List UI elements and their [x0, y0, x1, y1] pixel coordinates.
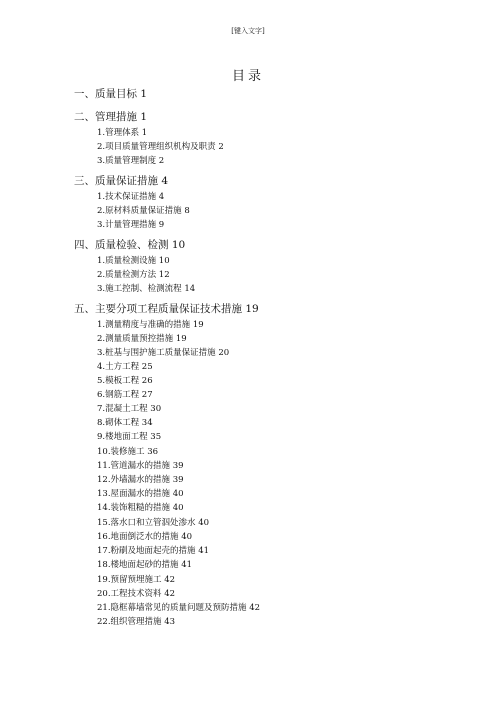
toc-entry[interactable]: 14.装饰粗糙的措施 40 [97, 503, 184, 513]
toc-entry[interactable]: 1.测量精度与准确的措施 19 [97, 320, 204, 330]
toc-entry[interactable]: 11.管道漏水的措施 39 [97, 461, 184, 471]
toc-entry[interactable]: 2.质量检测方法 12 [97, 270, 170, 280]
toc-entry[interactable]: 7.混凝土工程 30 [97, 404, 162, 414]
toc-section-3[interactable]: 三、质量保证措施 4 [74, 175, 169, 187]
toc-entry[interactable]: 9.楼地面工程 35 [97, 432, 162, 442]
toc-section-1[interactable]: 一、质量目标 1 [74, 88, 148, 100]
toc-entry[interactable]: 21.隐框幕墙常见的质量问题及预防措施 42 [97, 603, 261, 613]
toc-entry[interactable]: 19.预留预埋施工 42 [97, 575, 176, 585]
toc-entry[interactable]: 1.管理体系 1 [97, 128, 148, 138]
toc-entry[interactable]: 1.技术保证措施 4 [97, 192, 165, 202]
toc-entry[interactable]: 15.落水口和立管泅处渗水 40 [97, 518, 210, 528]
toc-entry[interactable]: 4.土方工程 25 [97, 362, 153, 372]
toc-entry[interactable]: 18.楼地面起砂的措施 41 [97, 560, 193, 570]
page-header: [键入文字] [231, 27, 265, 35]
toc-entry[interactable]: 1.质量检测设施 10 [97, 256, 170, 266]
toc-entry[interactable]: 2.项目质量管理组织机构及职责 2 [97, 142, 224, 152]
toc-entry[interactable]: 2.测量质量预控措施 19 [97, 334, 187, 344]
toc-entry[interactable]: 16.地面倒泛水的措施 40 [97, 532, 193, 542]
toc-section-2[interactable]: 二、管理措施 1 [74, 111, 148, 123]
toc-entry[interactable]: 3.桩基与围护施工质量保证措施 20 [97, 348, 230, 358]
toc-entry[interactable]: 5.模板工程 26 [97, 376, 153, 386]
toc-entry[interactable]: 13.屋面漏水的措施 40 [97, 489, 184, 499]
toc-entry[interactable]: 17.粉刷及地面起壳的措施 41 [97, 546, 210, 556]
toc-entry[interactable]: 2.原材料质量保证措施 8 [97, 206, 190, 216]
toc-entry[interactable]: 20.工程技术资料 42 [97, 589, 176, 599]
toc-entry[interactable]: 3.施工控制、检测流程 14 [97, 284, 196, 294]
toc-entry[interactable]: 22.组织管理措施 43 [97, 617, 176, 627]
toc-entry[interactable]: 6.钢筋工程 27 [97, 390, 153, 400]
toc-entry[interactable]: 8.砌体工程 34 [97, 418, 153, 428]
toc-entry[interactable]: 3.质量管理制度 2 [97, 156, 165, 166]
toc-entry[interactable]: 10.装修施工 36 [97, 447, 159, 457]
toc-entry[interactable]: 3.计量管理措施 9 [97, 220, 165, 230]
toc-section-5[interactable]: 五、主要分项工程质量保证技术措施 19 [74, 303, 259, 315]
toc-section-4[interactable]: 四、质量检验、检测 10 [74, 239, 186, 251]
page-title: 目录 [231, 69, 264, 84]
toc-entry[interactable]: 12.外墙漏水的措施 39 [97, 475, 184, 485]
